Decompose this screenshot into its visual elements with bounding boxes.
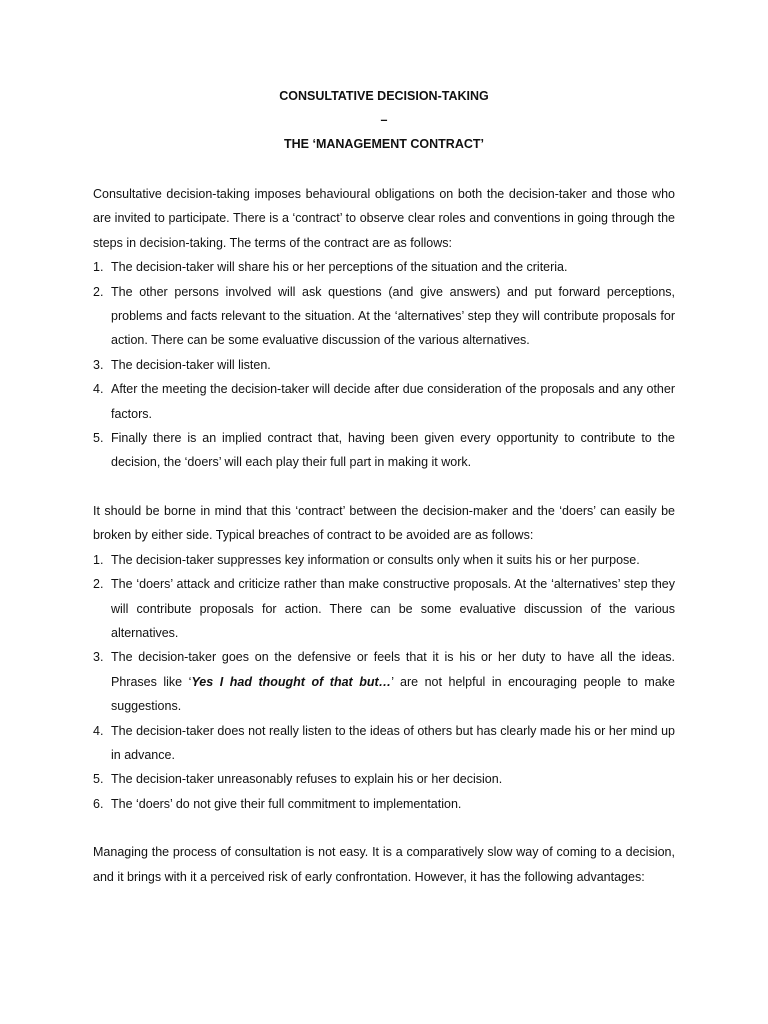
list-item — [93, 792, 675, 816]
list-number: 1. — [93, 260, 104, 275]
closing-paragraph: Managing the process of consultation is not easy. It is a comparatively slow way of coming to a decision, and it brings with it a perceived risk of early confrontation. However, it has the following advantages: — [93, 845, 675, 884]
list-number: 2. — [93, 577, 104, 592]
emphasized-phrase: Yes I had thought of that but… — [191, 674, 392, 689]
list-item — [93, 280, 675, 353]
list-number: 5. — [93, 431, 104, 446]
list-item-text: The decision-taker suppresses key information or consults only when it suits his or her purpose. — [111, 552, 640, 567]
list-number: 3. — [93, 357, 104, 372]
list-item-text: The other persons involved will ask questions (and give answers) and put forward perceptions, problems and facts relevant to the situation. At the ‘alternatives’ step they will contribute proposals for action. There can be some evaluative discussion of the various alternatives. — [111, 284, 675, 348]
list-item-text: The decision-taker does not really listen to the ideas of others but has clearly made his or her mind up in advance. — [111, 723, 675, 762]
list-item-text: The decision-taker will listen. — [111, 357, 271, 372]
list-number: 5. — [93, 772, 104, 787]
list-number: 2. — [93, 284, 104, 299]
list-item-text: The decision-taker will share his or her perceptions of the situation and the criteria. — [111, 260, 568, 275]
list-number: 4. — [93, 382, 104, 397]
list-item — [93, 255, 675, 279]
list-item-text-after: ’ are not helpful in encouraging people to make suggestions. — [111, 674, 675, 714]
title-line-3: THE ‘MANAGEMENT CONTRACT’ — [284, 137, 484, 151]
title-dash: – — [380, 113, 388, 127]
list-item — [93, 767, 675, 791]
list-number: 4. — [93, 723, 104, 738]
document-page — [93, 84, 675, 889]
list-item — [93, 645, 675, 718]
document-title — [93, 84, 675, 156]
breach-intro-paragraph: It should be borne in mind that this ‘contract’ between the decision-maker and the ‘doers’ can easily be broken by either side. Typical breaches of contract to be avoided are as follows: — [93, 503, 675, 543]
list-item — [93, 548, 675, 572]
list-item — [93, 377, 675, 426]
title-line-1: CONSULTATIVE DECISION-TAKING — [279, 89, 489, 103]
list-item-text: The ‘doers’ attack and criticize rather than make constructive proposals. At the ‘alternatives’ step they will contribute proposals for action. There can be some evaluative discussion of the various alternatives. — [111, 577, 675, 640]
list-item — [93, 719, 675, 768]
paragraph-gap — [93, 816, 675, 840]
list-item-text: After the meeting the decision-taker will decide after due consideration of the proposals and any other factors. — [111, 382, 675, 421]
list-item — [93, 426, 675, 475]
contract-terms-list — [93, 255, 675, 475]
list-item — [93, 572, 675, 645]
breaches-list — [93, 548, 675, 816]
list-item-text-before: The decision-taker goes on the defensive or feels that it is his or her duty to have all the ideas. Phrases like ‘ — [111, 650, 675, 689]
list-item-text: The decision-taker unreasonably refuses to explain his or her decision. — [111, 772, 503, 787]
intro-paragraph: Consultative decision-taking imposes behavioural obligations on both the decision-taker and those who are invited to participate. There is a ‘contract’ to observe clear roles and conventions in going through the steps in decision-taking. The terms of the contract are as follows: — [93, 187, 675, 250]
list-item-text: The ‘doers’ do not give their full commitment to implementation. — [111, 796, 462, 811]
paragraph-gap — [93, 475, 675, 499]
list-item — [93, 353, 675, 377]
list-number: 6. — [93, 796, 104, 811]
list-number: 3. — [93, 650, 104, 665]
list-item-text: Finally there is an implied contract that, having been given every opportunity to contribute to the decision, the ‘doers’ will each play their full part in making it work. — [111, 431, 675, 470]
list-number: 1. — [93, 552, 104, 567]
